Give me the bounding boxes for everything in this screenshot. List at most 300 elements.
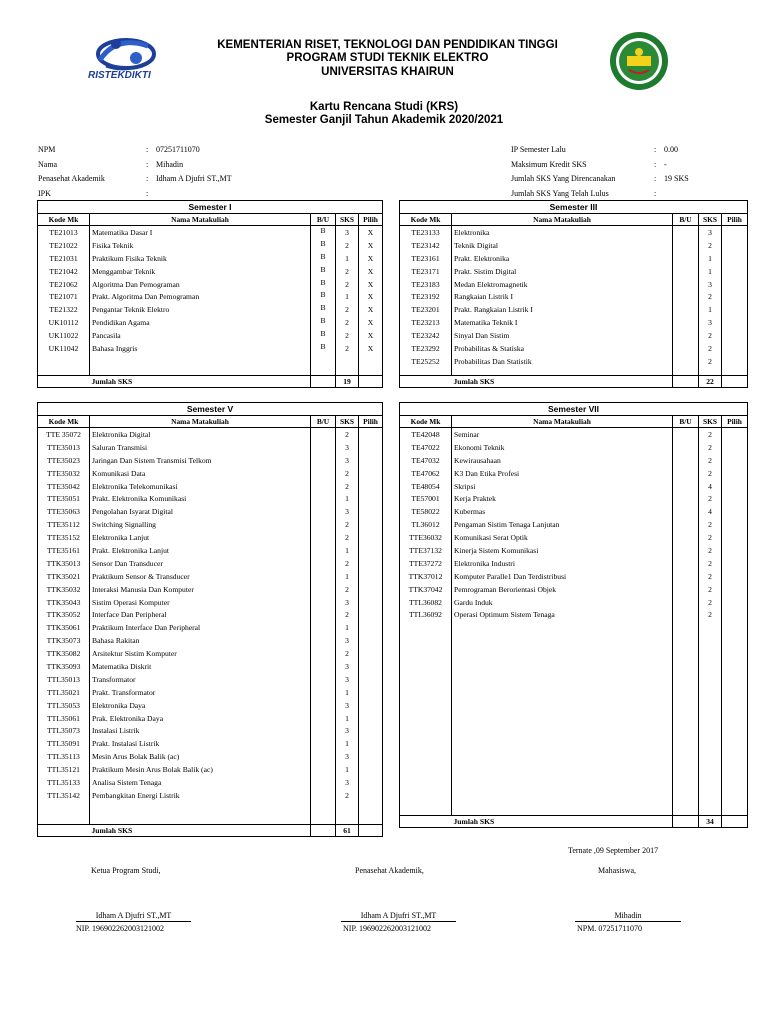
course-bu bbox=[311, 454, 336, 467]
course-pilih-checkbox[interactable] bbox=[722, 226, 748, 239]
course-sks: 1 bbox=[336, 712, 359, 725]
semester-3-table bbox=[399, 200, 748, 388]
course-pilih-checkbox[interactable]: X bbox=[359, 265, 383, 278]
course-name: Pancasila bbox=[90, 329, 311, 342]
course-bu: B bbox=[311, 252, 336, 265]
course-row bbox=[38, 724, 383, 737]
course-bu bbox=[311, 518, 336, 531]
course-sks: 3 bbox=[336, 724, 359, 737]
course-bu bbox=[311, 750, 336, 763]
course-sks: 1 bbox=[336, 763, 359, 776]
course-pilih-checkbox[interactable] bbox=[722, 355, 748, 368]
course-pilih-checkbox[interactable] bbox=[359, 660, 383, 673]
header-ministry: KEMENTERIAN RISET, TEKNOLOGI DAN PENDIDIKAN TINGGI bbox=[217, 39, 558, 51]
column-header-row bbox=[400, 416, 748, 428]
course-row bbox=[400, 531, 748, 544]
course-row bbox=[38, 303, 383, 316]
course-row bbox=[38, 699, 383, 712]
course-code: TE21322 bbox=[38, 303, 90, 316]
info-label: IP Semester Lalu bbox=[511, 145, 566, 154]
course-sks: 3 bbox=[336, 750, 359, 763]
course-bu bbox=[311, 789, 336, 802]
column-header-bu: B/U bbox=[673, 416, 699, 428]
info-sep: : bbox=[654, 159, 657, 169]
course-pilih-checkbox[interactable] bbox=[722, 303, 748, 316]
info-value: - bbox=[664, 159, 667, 169]
course-name: Prakt. Rangkaian Listrik I bbox=[452, 303, 673, 316]
empty-cell bbox=[400, 621, 452, 815]
course-pilih-checkbox[interactable] bbox=[359, 454, 383, 467]
course-pilih-checkbox[interactable] bbox=[359, 467, 383, 480]
course-pilih-checkbox[interactable] bbox=[722, 329, 748, 342]
course-name: Elektronika Digital bbox=[90, 428, 311, 441]
total-label: Jumlah SKS bbox=[452, 816, 673, 828]
info-sep: : bbox=[146, 159, 149, 169]
course-name: Skripsi bbox=[452, 480, 673, 493]
column-header-sks: SKS bbox=[699, 416, 722, 428]
semester-7-table bbox=[399, 402, 748, 828]
course-name: Komunikasi Data bbox=[90, 467, 311, 480]
course-pilih-checkbox[interactable]: X bbox=[359, 278, 383, 291]
student-info-right bbox=[511, 145, 689, 203]
course-row bbox=[38, 737, 383, 750]
info-row bbox=[511, 160, 689, 175]
course-row bbox=[400, 570, 748, 583]
course-row bbox=[400, 518, 748, 531]
column-header-bu: B/U bbox=[311, 214, 336, 226]
course-pilih-checkbox[interactable] bbox=[722, 518, 748, 531]
course-pilih-checkbox[interactable] bbox=[359, 673, 383, 686]
column-header-row bbox=[400, 214, 748, 226]
course-pilih-checkbox[interactable] bbox=[722, 278, 748, 291]
course-code: TTK35061 bbox=[38, 621, 90, 634]
course-pilih-checkbox[interactable] bbox=[359, 724, 383, 737]
course-sks: 2 bbox=[336, 557, 359, 570]
course-row bbox=[38, 763, 383, 776]
course-code: TTK37012 bbox=[400, 570, 452, 583]
course-code: TE23192 bbox=[400, 290, 452, 303]
course-bu bbox=[311, 531, 336, 544]
course-bu bbox=[311, 724, 336, 737]
column-header-pilih: Pilih bbox=[722, 214, 748, 226]
course-row bbox=[38, 278, 383, 291]
course-bu: B bbox=[311, 342, 336, 355]
course-bu: B bbox=[311, 239, 336, 252]
course-row bbox=[38, 712, 383, 725]
semester-title: Semester VII bbox=[400, 403, 748, 416]
course-pilih-checkbox[interactable] bbox=[722, 467, 748, 480]
course-sks: 2 bbox=[336, 303, 359, 316]
course-pilih-checkbox[interactable] bbox=[722, 454, 748, 467]
empty-cell bbox=[359, 802, 383, 825]
course-code: TE23133 bbox=[400, 226, 452, 239]
course-sks: 3 bbox=[699, 316, 722, 329]
course-name: Komunikasi Serat Optik bbox=[452, 531, 673, 544]
course-bu bbox=[673, 342, 699, 355]
column-header-pilih: Pilih bbox=[359, 214, 383, 226]
empty-filler-row bbox=[38, 802, 383, 825]
course-pilih-checkbox[interactable] bbox=[359, 750, 383, 763]
course-pilih-checkbox[interactable]: X bbox=[359, 290, 383, 303]
ristekdikti-logo-text: RISTEKDIKTI bbox=[88, 70, 151, 81]
student-info-left bbox=[38, 145, 232, 203]
info-value: Idham A Djufri ST.,MT bbox=[156, 174, 232, 183]
course-sks: 1 bbox=[336, 252, 359, 265]
course-bu: B bbox=[311, 303, 336, 316]
course-row bbox=[38, 252, 383, 265]
course-sks: 3 bbox=[336, 776, 359, 789]
course-bu bbox=[673, 544, 699, 557]
course-sks: 2 bbox=[336, 428, 359, 441]
info-label: Jumlah SKS Yang Telah Lulus bbox=[511, 188, 609, 198]
course-row bbox=[400, 329, 748, 342]
course-code: TTE35023 bbox=[38, 454, 90, 467]
column-header-pilih: Pilih bbox=[722, 416, 748, 428]
course-code: TTK35082 bbox=[38, 647, 90, 660]
course-sks: 2 bbox=[336, 518, 359, 531]
course-sks: 2 bbox=[699, 492, 722, 505]
course-sks: 1 bbox=[336, 492, 359, 505]
course-code: TTE36032 bbox=[400, 531, 452, 544]
info-row bbox=[511, 145, 689, 160]
course-code: TTL35142 bbox=[38, 789, 90, 802]
sign1-nip: NIP. 196902262003121002 bbox=[76, 924, 165, 933]
course-code: TE23171 bbox=[400, 265, 452, 278]
info-label: NPM bbox=[38, 145, 56, 154]
course-name: Jaringan Dan Sistem Transmisi Telkom bbox=[90, 454, 311, 467]
course-bu bbox=[673, 557, 699, 570]
course-pilih-checkbox[interactable] bbox=[359, 428, 383, 441]
course-name: Switching Signalling bbox=[90, 518, 311, 531]
course-code: TTE35112 bbox=[38, 518, 90, 531]
course-row bbox=[400, 316, 748, 329]
course-bu bbox=[673, 239, 699, 252]
course-pilih-checkbox[interactable] bbox=[722, 480, 748, 493]
course-pilih-checkbox[interactable] bbox=[722, 492, 748, 505]
course-code: TE21062 bbox=[38, 278, 90, 291]
course-bu bbox=[673, 316, 699, 329]
course-code: UK11042 bbox=[38, 342, 90, 355]
sign3-role: Mahasiswa, bbox=[598, 866, 636, 875]
total-spacer bbox=[38, 376, 90, 388]
course-bu bbox=[673, 608, 699, 621]
course-pilih-checkbox[interactable] bbox=[359, 480, 383, 493]
course-name: Praktikum Fisika Teknik bbox=[90, 252, 311, 265]
course-pilih-checkbox[interactable] bbox=[359, 531, 383, 544]
course-bu bbox=[311, 428, 336, 441]
course-name: Bahasa Rakitan bbox=[90, 634, 311, 647]
course-name: Gardu Induk bbox=[452, 596, 673, 609]
course-code: TTL35053 bbox=[38, 699, 90, 712]
course-code: TE25252 bbox=[400, 355, 452, 368]
sign2-nip: NIP. 196902262003121002 bbox=[343, 924, 432, 933]
course-sks: 4 bbox=[699, 505, 722, 518]
course-pilih-checkbox[interactable] bbox=[359, 492, 383, 505]
sign1-name: Idham A Djufri ST.,MT bbox=[76, 911, 191, 922]
info-label: Jumlah SKS Yang Direncanakan bbox=[511, 174, 616, 183]
course-pilih-checkbox[interactable]: X bbox=[359, 303, 383, 316]
course-sks: 1 bbox=[699, 303, 722, 316]
course-pilih-checkbox[interactable] bbox=[359, 441, 383, 454]
course-bu bbox=[311, 776, 336, 789]
course-row bbox=[38, 544, 383, 557]
course-bu: B bbox=[311, 329, 336, 342]
course-row bbox=[38, 454, 383, 467]
info-label: Maksimum Kredit SKS bbox=[511, 159, 587, 169]
course-pilih-checkbox[interactable] bbox=[722, 505, 748, 518]
course-pilih-checkbox[interactable] bbox=[722, 596, 748, 609]
course-code: TE21013 bbox=[38, 226, 90, 239]
sign1-role: Ketua Program Studi, bbox=[91, 866, 161, 875]
course-bu bbox=[311, 763, 336, 776]
course-name: Pendidikan Agama bbox=[90, 316, 311, 329]
course-sks: 2 bbox=[699, 441, 722, 454]
course-pilih-checkbox[interactable]: X bbox=[359, 239, 383, 252]
course-row bbox=[400, 303, 748, 316]
course-pilih-checkbox[interactable] bbox=[722, 557, 748, 570]
course-name: Prakt. Transformator bbox=[90, 686, 311, 699]
course-sks: 2 bbox=[336, 342, 359, 355]
course-name: Pengolahan Isyarat Digital bbox=[90, 505, 311, 518]
course-sks: 2 bbox=[336, 608, 359, 621]
course-row bbox=[38, 531, 383, 544]
course-sks: 3 bbox=[699, 226, 722, 239]
course-pilih-checkbox[interactable] bbox=[359, 608, 383, 621]
course-pilih-checkbox[interactable] bbox=[359, 518, 383, 531]
empty-cell bbox=[400, 368, 452, 376]
total-spacer bbox=[400, 816, 452, 828]
total-empty bbox=[311, 825, 336, 837]
total-pilih-empty bbox=[359, 825, 383, 837]
course-sks: 1 bbox=[336, 290, 359, 303]
course-bu bbox=[673, 596, 699, 609]
course-row bbox=[38, 329, 383, 342]
course-bu bbox=[673, 428, 699, 441]
course-code: TE23142 bbox=[400, 239, 452, 252]
course-pilih-checkbox[interactable] bbox=[359, 596, 383, 609]
course-pilih-checkbox[interactable] bbox=[359, 699, 383, 712]
course-bu bbox=[311, 557, 336, 570]
course-bu bbox=[673, 329, 699, 342]
course-row bbox=[400, 608, 748, 621]
empty-cell bbox=[359, 355, 383, 376]
course-row bbox=[38, 583, 383, 596]
total-pilih-empty bbox=[359, 376, 383, 388]
course-sks: 3 bbox=[336, 226, 359, 239]
course-name: Kerja Praktek bbox=[452, 492, 673, 505]
course-row bbox=[400, 278, 748, 291]
course-name: Pembangkitan Energi Listrik bbox=[90, 789, 311, 802]
column-header-nama: Nama Matakuliah bbox=[452, 416, 673, 428]
course-name: Praktikum Interface Dan Peripheral bbox=[90, 621, 311, 634]
course-bu bbox=[311, 634, 336, 647]
course-bu bbox=[311, 608, 336, 621]
course-code: TTL35021 bbox=[38, 686, 90, 699]
course-sks: 2 bbox=[699, 454, 722, 467]
course-sks: 2 bbox=[699, 557, 722, 570]
course-pilih-checkbox[interactable]: X bbox=[359, 342, 383, 355]
course-code: TE21071 bbox=[38, 290, 90, 303]
course-pilih-checkbox[interactable] bbox=[722, 290, 748, 303]
course-pilih-checkbox[interactable]: X bbox=[359, 316, 383, 329]
course-name: Kinerja Sistem Komunikasi bbox=[452, 544, 673, 557]
course-code: TE42048 bbox=[400, 428, 452, 441]
course-name: Matematika Teknik I bbox=[452, 316, 673, 329]
empty-cell bbox=[336, 355, 359, 376]
course-pilih-checkbox[interactable] bbox=[722, 570, 748, 583]
course-row bbox=[400, 355, 748, 368]
info-label: Nama bbox=[38, 159, 58, 169]
course-row bbox=[400, 480, 748, 493]
course-sks: 1 bbox=[336, 737, 359, 750]
course-name: Algoritma Dan Pemograman bbox=[90, 278, 311, 291]
course-name: Praktikum Mesin Arus Bolak Balik (ac) bbox=[90, 763, 311, 776]
course-code: TTE35042 bbox=[38, 480, 90, 493]
course-pilih-checkbox[interactable] bbox=[722, 531, 748, 544]
course-name: Sinyal Dan Sistim bbox=[452, 329, 673, 342]
course-pilih-checkbox[interactable] bbox=[722, 316, 748, 329]
course-pilih-checkbox[interactable] bbox=[359, 634, 383, 647]
course-sks: 2 bbox=[699, 329, 722, 342]
course-sks: 2 bbox=[336, 278, 359, 291]
course-pilih-checkbox[interactable] bbox=[359, 737, 383, 750]
course-pilih-checkbox[interactable]: X bbox=[359, 252, 383, 265]
course-name: Prak. Elektronika Daya bbox=[90, 712, 311, 725]
total-empty bbox=[673, 816, 699, 828]
course-name: Fisika Teknik bbox=[90, 239, 311, 252]
course-sks: 2 bbox=[699, 428, 722, 441]
column-header-sks: SKS bbox=[336, 214, 359, 226]
total-empty bbox=[311, 376, 336, 388]
column-header-kode: Kode Mk bbox=[400, 214, 452, 226]
course-pilih-checkbox[interactable] bbox=[359, 505, 383, 518]
course-name: Elektronika bbox=[452, 226, 673, 239]
course-sks: 2 bbox=[699, 544, 722, 557]
course-code: TTL35113 bbox=[38, 750, 90, 763]
course-pilih-checkbox[interactable] bbox=[359, 570, 383, 583]
course-pilih-checkbox[interactable] bbox=[359, 712, 383, 725]
empty-cell bbox=[311, 355, 336, 376]
info-value: 19 SKS bbox=[664, 174, 689, 183]
sign2-name: Idham A Djufri ST.,MT bbox=[341, 911, 456, 922]
column-header-nama: Nama Matakuliah bbox=[452, 214, 673, 226]
sign3-nip: NPM. 07251711070 bbox=[577, 924, 643, 933]
course-row bbox=[400, 544, 748, 557]
course-row bbox=[38, 441, 383, 454]
course-code: TE23242 bbox=[400, 329, 452, 342]
course-name: Prakt. Elektronika bbox=[452, 252, 673, 265]
course-pilih-checkbox[interactable]: X bbox=[359, 226, 383, 239]
course-pilih-checkbox[interactable] bbox=[359, 789, 383, 802]
course-code: TTE35013 bbox=[38, 441, 90, 454]
course-name: Elektronika Telekomunikasi bbox=[90, 480, 311, 493]
course-sks: 2 bbox=[699, 355, 722, 368]
course-sks: 3 bbox=[336, 441, 359, 454]
course-bu bbox=[673, 355, 699, 368]
course-name: Matematika Dasar I bbox=[90, 226, 311, 239]
course-sks: 2 bbox=[336, 239, 359, 252]
course-pilih-checkbox[interactable] bbox=[722, 608, 748, 621]
course-name: Menggambar Teknik bbox=[90, 265, 311, 278]
course-row bbox=[400, 596, 748, 609]
course-row bbox=[400, 252, 748, 265]
course-row bbox=[400, 441, 748, 454]
course-name: Elektronika Lanjut bbox=[90, 531, 311, 544]
course-name: Pengaman Sistim Tenaga Lanjutan bbox=[452, 518, 673, 531]
course-pilih-checkbox[interactable] bbox=[722, 583, 748, 596]
course-name: Kewirausahaan bbox=[452, 454, 673, 467]
course-bu bbox=[311, 583, 336, 596]
course-code: TE58022 bbox=[400, 505, 452, 518]
course-code: TE23213 bbox=[400, 316, 452, 329]
course-pilih-checkbox[interactable] bbox=[722, 252, 748, 265]
course-code: UK10112 bbox=[38, 316, 90, 329]
course-pilih-checkbox[interactable] bbox=[722, 265, 748, 278]
total-row bbox=[400, 376, 748, 388]
doc-subtitle: Semester Ganjil Tahun Akademik 2020/2021 bbox=[264, 114, 504, 126]
semester-title-row bbox=[38, 201, 383, 214]
info-row bbox=[38, 160, 232, 175]
course-code: TE48054 bbox=[400, 480, 452, 493]
course-bu bbox=[673, 252, 699, 265]
course-pilih-checkbox[interactable] bbox=[722, 239, 748, 252]
course-sks: 4 bbox=[699, 480, 722, 493]
course-bu: B bbox=[311, 265, 336, 278]
course-row bbox=[38, 776, 383, 789]
course-sks: 2 bbox=[336, 265, 359, 278]
course-pilih-checkbox[interactable] bbox=[359, 557, 383, 570]
course-sks: 1 bbox=[336, 621, 359, 634]
total-pilih-empty bbox=[722, 376, 748, 388]
course-bu bbox=[673, 570, 699, 583]
total-spacer bbox=[400, 376, 452, 388]
course-pilih-checkbox[interactable] bbox=[359, 776, 383, 789]
course-pilih-checkbox[interactable] bbox=[722, 428, 748, 441]
semester-title: Semester V bbox=[38, 403, 383, 416]
course-pilih-checkbox[interactable] bbox=[359, 583, 383, 596]
course-row bbox=[38, 239, 383, 252]
course-name: Matematika Diskrit bbox=[90, 660, 311, 673]
column-header-sks: SKS bbox=[699, 214, 722, 226]
course-pilih-checkbox[interactable] bbox=[722, 441, 748, 454]
course-sks: 3 bbox=[336, 505, 359, 518]
course-name: Praktikum Sensor & Transducer bbox=[90, 570, 311, 583]
course-pilih-checkbox[interactable] bbox=[359, 544, 383, 557]
course-name: Komputer Paralle1 Dan Terdistribusi bbox=[452, 570, 673, 583]
course-pilih-checkbox[interactable]: X bbox=[359, 329, 383, 342]
total-sks: 61 bbox=[336, 825, 359, 837]
course-name: Teknik Digital bbox=[452, 239, 673, 252]
info-sep: : bbox=[146, 188, 149, 198]
course-pilih-checkbox[interactable] bbox=[722, 342, 748, 355]
course-bu bbox=[311, 686, 336, 699]
course-row bbox=[38, 342, 383, 355]
course-pilih-checkbox[interactable] bbox=[722, 544, 748, 557]
course-name: Operasi Optimum Sistem Tenaga bbox=[452, 608, 673, 621]
semester-title-row bbox=[38, 403, 383, 416]
course-row bbox=[38, 316, 383, 329]
total-row bbox=[400, 816, 748, 828]
info-sep: : bbox=[146, 174, 149, 183]
course-pilih-checkbox[interactable] bbox=[359, 763, 383, 776]
course-pilih-checkbox[interactable] bbox=[359, 621, 383, 634]
course-sks: 2 bbox=[336, 789, 359, 802]
course-bu bbox=[673, 226, 699, 239]
empty-cell bbox=[699, 368, 722, 376]
column-header-pilih: Pilih bbox=[359, 416, 383, 428]
course-pilih-checkbox[interactable] bbox=[359, 686, 383, 699]
course-pilih-checkbox[interactable] bbox=[359, 647, 383, 660]
